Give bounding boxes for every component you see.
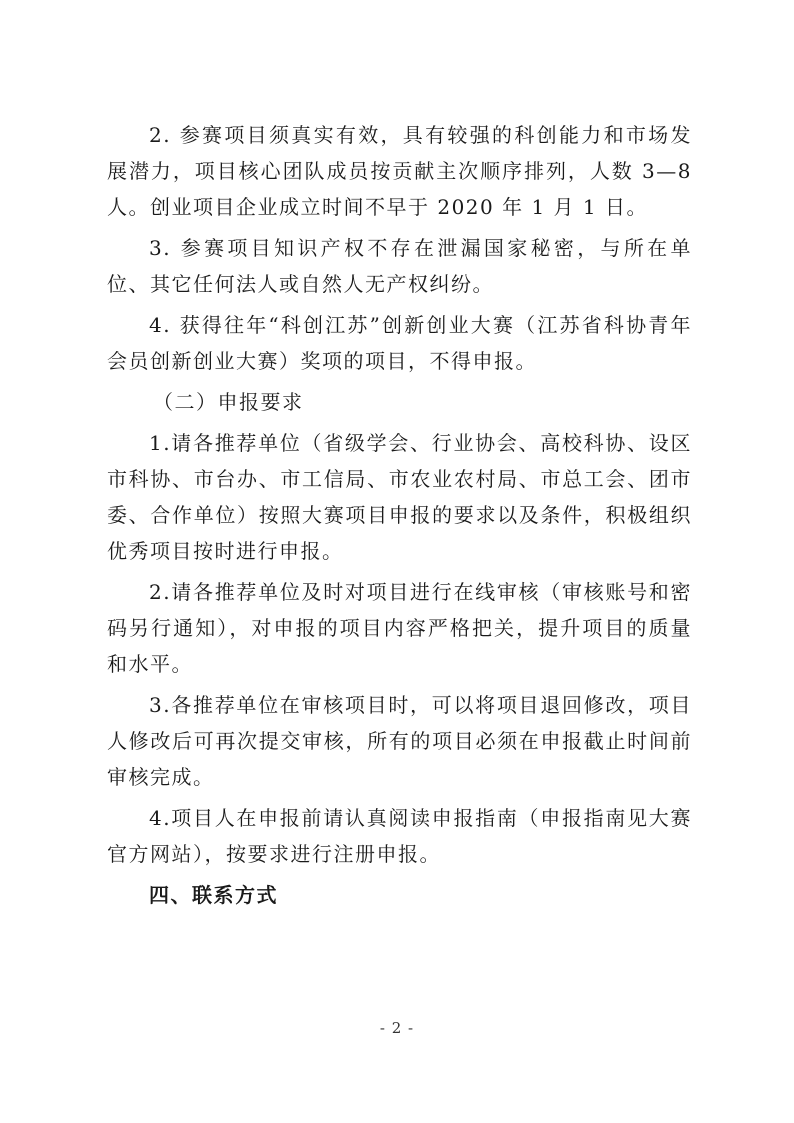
paragraph-requirement-3: 3. 参赛项目知识产权不存在泄漏国家秘密，与所在单位、其它任何法人或自然人无产权纠纷。 (107, 236, 692, 296)
paragraph-application-4: 4.项目人在申报前请认真阅读申报指南（申报指南见大赛官方网站），按要求进行注册申报。 (107, 806, 692, 866)
paragraph-application-3: 3.各推荐单位在审核项目时，可以将项目退回修改，项目人修改后可再次提交审核，所有的项目必须在申报截止时间前审核完成。 (107, 693, 692, 789)
paragraph-application-1: 1.请各推荐单位（省级学会、行业协会、高校科协、设区市科协、市台办、市工信局、市农业农村局、市总工会、团市委、合作单位）按照大赛项目申报的要求以及条件，积极组织优秀项目按时进行申报。 (107, 431, 692, 563)
paragraph-requirement-2: 2. 参赛项目须真实有效，具有较强的科创能力和市场发展潜力，项目核心团队成员按贡献主次顺序排列，人数 3—8 人。创业项目企业成立时间不早于 2020 年 1 月 1 日。 (107, 123, 692, 219)
paragraph-requirement-4: 4. 获得往年“科创江苏”创新创业大赛（江苏省科协青年会员创新创业大赛）奖项的项目，不得申报。 (107, 313, 692, 373)
paragraph-application-2: 2.请各推荐单位及时对项目进行在线审核（审核账号和密码另行通知），对申报的项目内容严格把关，提升项目的质量和水平。 (107, 580, 692, 676)
section-heading-contact: 四、联系方式 (149, 883, 278, 907)
document-body (107, 117, 692, 913)
page-number: - 2 - (379, 1019, 415, 1037)
section-subheading-application-requirements: （二）申报要求 (153, 390, 304, 414)
